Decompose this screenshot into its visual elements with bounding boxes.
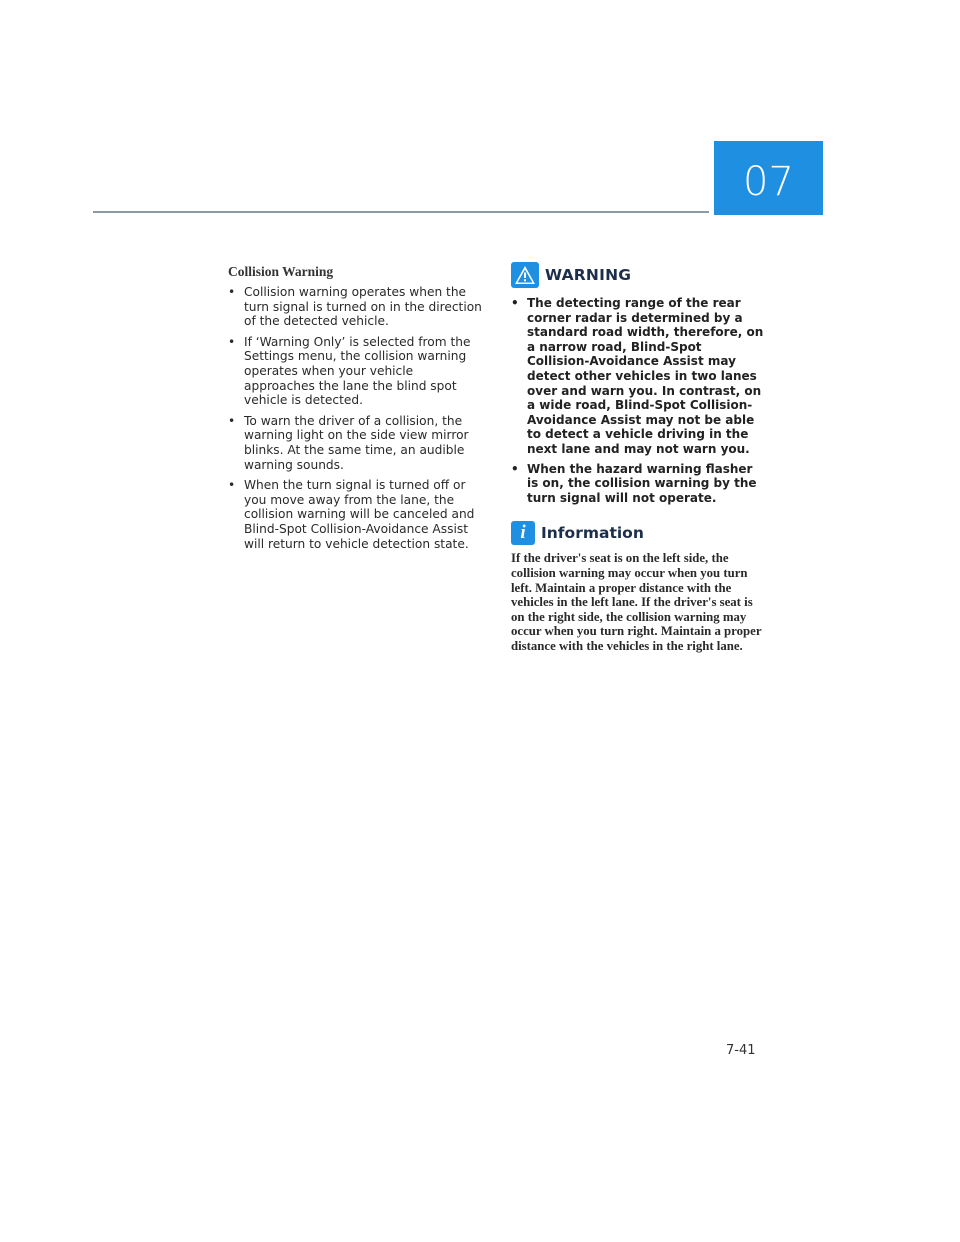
- chapter-number: 07: [743, 159, 794, 205]
- information-title: Information: [541, 524, 644, 543]
- page-number: 7-41: [726, 1043, 756, 1058]
- warning-list: [511, 296, 765, 505]
- right-column: [511, 262, 765, 653]
- warning-item: • The detecting range of the rear corner radar is determined by a standard road width, therefore, on a narrow road, Blind-Spot Collision-Avoidance Assist may detect other vehicles in two lanes over and warn you. In contrast, on a wide road, Blind-Spot Collision-Avoidance Assist may not be able to detect a vehicle driving in the next lane and may not warn you.: [511, 296, 764, 456]
- warning-title: WARNING: [545, 266, 632, 284]
- chapter-tab: [714, 141, 823, 215]
- list-item-text: To warn the driver of a collision, the warning light on the side view mirror blinks. At the same time, an audible warning sounds.: [244, 413, 469, 472]
- header-rule: [93, 211, 709, 213]
- list-item: • If ‘Warning Only’ is selected from the Settings menu, the collision warning operates when your vehicle approaches the lane the blind spot vehicle is detected.: [228, 334, 471, 408]
- warning-item-text: The detecting range of the rear corner radar is determined by a standard road width, therefore, on a narrow road, Blind-Spot Collision-Avoidance Assist may detect other vehicles in two lanes over and warn you. In contrast, on a wide road, Blind-Spot Collision-Avoidance Assist may not be able to detect a vehicle driving in the next lane and may not warn you.: [527, 296, 764, 456]
- list-item-text: Collision warning operates when the turn signal is turned on in the direction of the detected vehicle.: [244, 285, 482, 329]
- warning-header: [511, 262, 765, 288]
- list-item-text: If ‘Warning Only’ is selected from the Settings menu, the collision warning operates when your vehicle approaches the lane the blind spot vehicle is detected.: [244, 334, 471, 408]
- info-icon: i: [511, 521, 535, 545]
- list-item: • To warn the driver of a collision, the warning light on the side view mirror blinks. At the same time, an audible warning sounds.: [228, 413, 469, 472]
- section-heading: Collision Warning: [228, 264, 334, 279]
- warning-item: • When the hazard warning flasher is on, the collision warning by the turn signal will not operate.: [511, 461, 757, 505]
- warning-triangle-icon: [511, 262, 539, 288]
- list-item-text: When the turn signal is turned off or you move away from the lane, the collision warning will be canceled and Blind-Spot Collision-Avoidance Assist will return to vehicle detection state.: [244, 478, 475, 551]
- left-column: [228, 264, 484, 557]
- list-item: • When the turn signal is turned off or you move away from the lane, the collision warning will be canceled and Blind-Spot Collision-Avoidance Assist will return to vehicle detection state.: [228, 478, 475, 551]
- warning-item-text: When the hazard warning flasher is on, the collision warning by the turn signal will not operate.: [527, 461, 757, 505]
- list-item: • Collision warning operates when the turn signal is turned on in the direction of the detected vehicle.: [228, 285, 482, 329]
- collision-warning-list: [228, 285, 484, 551]
- information-header: [511, 521, 765, 545]
- information-text: If the driver's seat is on the left side, the collision warning may occur when you turn left. Maintain a proper distance with the vehicles in the left lane. If the driver's seat is on the right side, the collision warning may occur when you turn right. Maintain a proper distance with the vehicles in the right lane.: [511, 551, 762, 653]
